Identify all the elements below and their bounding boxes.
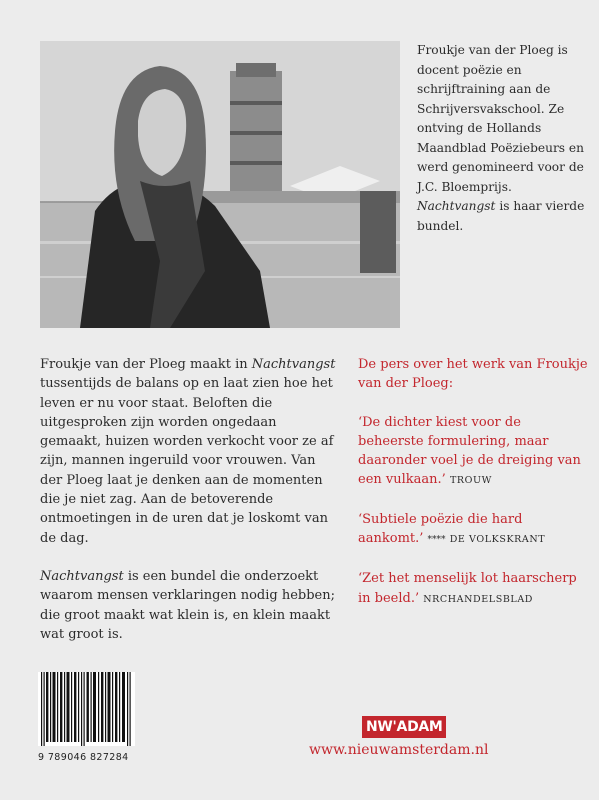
bio-book-title: Nachtvangst xyxy=(417,199,496,213)
author-bio xyxy=(417,41,592,236)
press-heading: De pers over het werk van Froukje van der Ploeg: xyxy=(358,357,588,392)
blurb-p1-start: Froukje van der Ploeg maakt in xyxy=(40,357,252,372)
bio-text: Froukje van der Ploeg is docent poëzie en schrijftraining aan de Schrijversvakschool. Ze ontving de Hollands Maandblad Poëziebeurs en werd genomineerd voor de J.C. Bloemprijs. xyxy=(417,43,584,194)
press-quote xyxy=(358,510,588,551)
quote-stars: **** xyxy=(427,535,446,546)
press-quote xyxy=(358,413,588,491)
publisher-url[interactable]: www.nieuwamsterdam.nl xyxy=(309,742,489,758)
quote-text: ‘Subtiele poëzie die hard aankomt.’ xyxy=(358,511,523,547)
quote-text: ‘De dichter kiest voor de beheerste formulering, maar daaronder voel je de dreiging van een vulkaan.’ xyxy=(358,414,581,488)
press-quote xyxy=(358,569,588,609)
quote-source: TROUW xyxy=(449,475,492,487)
press-quotes xyxy=(358,355,588,628)
quote-text: ‘Zet het menselijk lot haarscherp in beeld.’ xyxy=(358,571,577,606)
bio-text-end: is haar vierde bundel. xyxy=(417,199,585,233)
blurb-p2-title: Nachtvangst xyxy=(40,568,124,584)
blurb-paragraph-1 xyxy=(40,355,340,548)
isbn-barcode xyxy=(38,672,135,746)
book-blurb xyxy=(40,355,340,663)
quote-source: NRCHANDELSBLAD xyxy=(423,593,533,605)
blurb-p1-rest: tussentijds de balans op en laat zien hoe het leven er nu voor staat. Beloften die uitgesproken zijn worden ongedaan gemaakt, huizen worden verkocht voor ze af zijn, mannen ingeruild voor vrouwen. Van der Ploeg laat je denken aan de momenten die je niet zag. Aan de betoverende ontmoetingen in de uren dat je loskomt van de dag. xyxy=(40,376,334,546)
author-photo-illustration xyxy=(40,41,400,328)
isbn-number: 9 789046 827284 xyxy=(38,752,129,763)
publisher-logo: NW'ADAM xyxy=(362,716,446,738)
blurb-paragraph-2 xyxy=(40,567,340,644)
barcode-bars xyxy=(38,672,135,746)
blurb-p2-rest: is een bundel die onderzoekt waarom mensen verklaringen nodig hebben; die groot maakt wat klein is, en klein maakt wat groot is. xyxy=(40,568,335,642)
author-photo xyxy=(40,41,400,328)
blurb-p1-title: Nachtvangst xyxy=(251,357,336,372)
quote-source: DE VOLKSKRANT xyxy=(449,534,546,546)
